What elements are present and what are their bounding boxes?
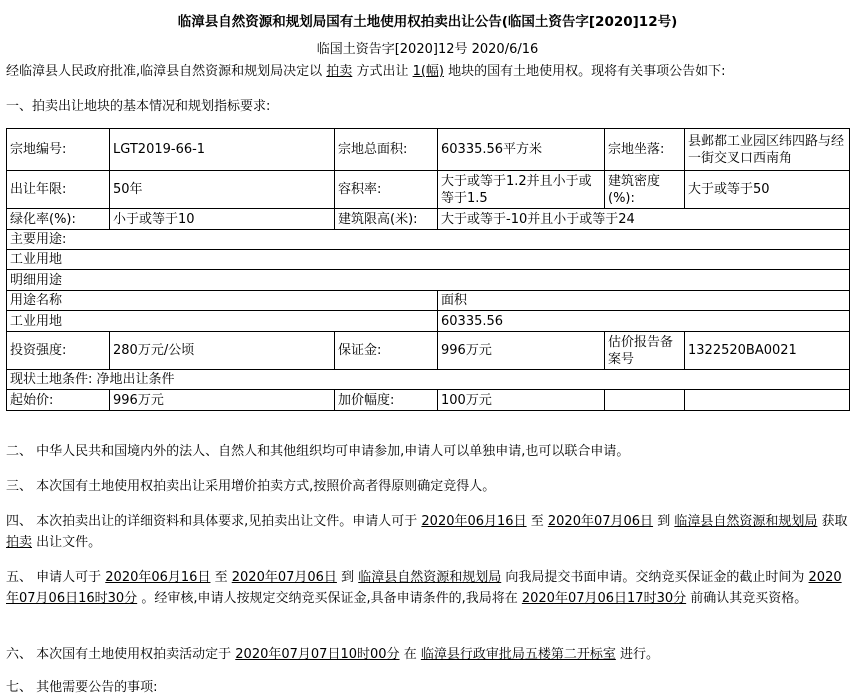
table-row <box>7 370 850 390</box>
use-area-value: 60335.56 <box>438 311 850 332</box>
location-label: 宗地坐落: <box>605 129 685 171</box>
parcel-no-value: LGT2019-66-1 <box>110 129 335 171</box>
empty-cell <box>605 390 685 411</box>
total-area-label: 宗地总面积: <box>335 129 438 171</box>
total-area-value: 60335.56平方米 <box>438 129 605 171</box>
use-name-value: 工业用地 <box>7 311 438 332</box>
table-row <box>7 270 850 291</box>
intro-paragraph <box>6 60 851 79</box>
table-row <box>7 171 850 209</box>
status-label: 现状土地条件: <box>10 372 93 387</box>
status-cell <box>7 370 850 390</box>
use-name-header: 用途名称 <box>7 291 438 311</box>
invest-label: 投资强度: <box>7 332 110 370</box>
table-row <box>7 390 850 411</box>
main-use-label: 主要用途: <box>7 230 850 250</box>
section-5: 五、 申请人可于 2020年06月16日 至 2020年07月06日 到 临漳县自然资源和规划局 向我局提交书面申请。交纳竞买保证金的截止时间为 2020年07月06日16时30分 。经审核,申请人按规定交纳竞买保证金,具备申请条件的,我局将在 2020年07月06日17时30分 前确认其竞买资格。 <box>6 570 842 606</box>
empty-cell <box>685 390 850 411</box>
table-row <box>7 311 850 332</box>
page-title: 临漳县自然资源和规划局国有土地使用权拍卖出让公告(临国土资告字[2020]12号) <box>177 14 678 30</box>
intro-method: 拍卖 <box>326 64 353 79</box>
table-row <box>7 129 850 171</box>
detail-use-label: 明细用途 <box>7 270 850 291</box>
status-value: 净地出让条件 <box>96 372 175 387</box>
increment-value: 100万元 <box>438 390 605 411</box>
green-value: 小于或等于10 <box>110 209 335 230</box>
invest-value: 280万元/公顷 <box>110 332 335 370</box>
table-row <box>7 332 850 370</box>
section-3: 三、 本次国有土地使用权拍卖出让采用增价拍卖方式,按照价高者得原则确定竞得人。 <box>6 479 496 494</box>
density-value: 大于或等于50 <box>685 171 850 209</box>
section-2: 二、 中华人民共和国境内外的法人、自然人和其他组织均可申请参加,申请人可以单独申请,也可以联合申请。 <box>6 444 630 459</box>
increment-label: 加价幅度: <box>335 390 438 411</box>
table-row <box>7 230 850 250</box>
section-4: 四、 本次拍卖出让的详细资料和具体要求,见拍卖出让文件。申请人可于 2020年06月16日 至 2020年07月06日 到 临漳县自然资源和规划局 获取 拍卖 出让文件。 <box>6 514 848 550</box>
table-row <box>7 250 850 270</box>
section-7: 七、 其他需要公告的事项: <box>6 680 158 695</box>
far-value: 大于或等于1.2并且小于或等于1.5 <box>438 171 605 209</box>
intro-text-3: 地块的国有土地使用权。现将有关事项公告如下: <box>448 64 726 79</box>
parcel-no-label: 宗地编号: <box>7 129 110 171</box>
deposit-label: 保证金: <box>335 332 438 370</box>
term-value: 50年 <box>110 171 335 209</box>
intro-text-2: 方式出让 <box>356 64 409 79</box>
appraisal-label: 估价报告备案号 <box>605 332 685 370</box>
deposit-value: 996万元 <box>438 332 605 370</box>
appraisal-value: 1322520BA0021 <box>685 332 850 370</box>
use-area-header: 面积 <box>438 291 850 311</box>
term-label: 出让年限: <box>7 171 110 209</box>
table-row <box>7 291 850 311</box>
start-price-label: 起始价: <box>7 390 110 411</box>
parcel-info-table <box>6 128 850 411</box>
density-label: 建筑密度(%): <box>605 171 685 209</box>
height-label: 建筑限高(米): <box>335 209 438 230</box>
main-use-value: 工业用地 <box>7 250 850 270</box>
far-label: 容积率: <box>335 171 438 209</box>
intro-count: 1(幅) <box>412 64 445 79</box>
section-6: 六、 本次国有土地使用权拍卖活动定于 2020年07月07日10时00分 在 临漳县行政审批局五楼第二开标室 进行。 <box>6 647 660 662</box>
table-row <box>7 209 850 230</box>
document-number-date: 临国土资告字[2020]12号 2020/6/16 <box>316 42 539 57</box>
green-label: 绿化率(%): <box>7 209 110 230</box>
location-value: 县邺都工业园区纬四路与经一街交叉口西南角 <box>685 129 850 171</box>
intro-text-1: 经临漳县人民政府批准,临漳县自然资源和规划局决定以 <box>6 64 323 79</box>
section-1-heading: 一、拍卖出让地块的基本情况和规划指标要求: <box>6 99 271 114</box>
start-price-value: 996万元 <box>110 390 335 411</box>
height-value: 大于或等于-10并且小于或等于24 <box>438 209 850 230</box>
